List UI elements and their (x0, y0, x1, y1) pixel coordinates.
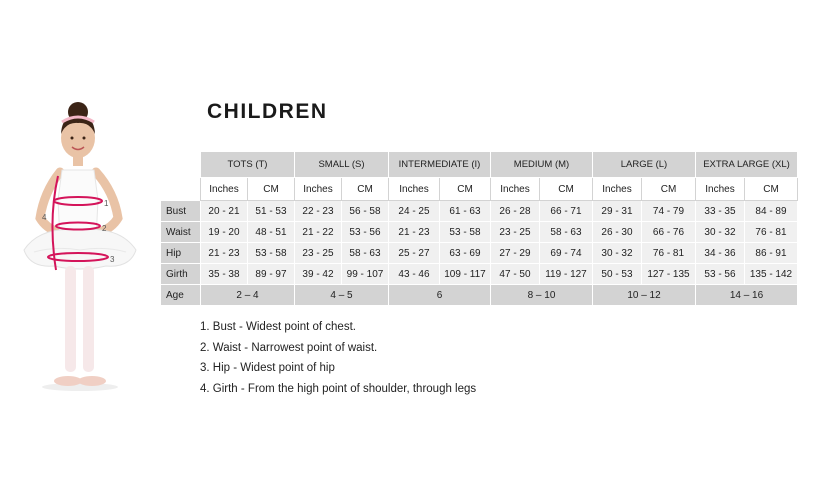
table-cell: 76 - 81 (642, 243, 696, 264)
size-group-header-row (161, 152, 798, 178)
table-cell: 127 - 135 (642, 264, 696, 285)
table-cell: 24 - 25 (389, 201, 440, 222)
table-cell: 43 - 46 (389, 264, 440, 285)
group-tots: TOTS (T) (201, 152, 295, 178)
table-cell: 26 - 28 (491, 201, 540, 222)
unit-inches: Inches (593, 178, 642, 201)
table-cell: 76 - 81 (745, 222, 798, 243)
measurement-notes (200, 317, 476, 399)
group-intermediate: INTERMEDIATE (I) (389, 152, 491, 178)
table-cell: 39 - 42 (295, 264, 342, 285)
table-row-bust (161, 201, 798, 222)
table-cell: 19 - 20 (201, 222, 248, 243)
note-item: 1. Bust - Widest point of chest. (200, 321, 356, 333)
table-cell: 84 - 89 (745, 201, 798, 222)
table-cell: 51 - 53 (248, 201, 295, 222)
table-cell: 47 - 50 (491, 264, 540, 285)
unit-inches: Inches (295, 178, 342, 201)
table-cell: 35 - 38 (201, 264, 248, 285)
unit-blank (161, 178, 201, 201)
table-cell: 21 - 22 (295, 222, 342, 243)
table-cell: 23 - 25 (491, 222, 540, 243)
group-medium: MEDIUM (M) (491, 152, 593, 178)
table-cell: 53 - 58 (248, 243, 295, 264)
row-label: Hip (161, 243, 201, 264)
unit-cm: CM (440, 178, 491, 201)
unit-inches: Inches (491, 178, 540, 201)
table-cell: 99 - 107 (342, 264, 389, 285)
table-cell: 53 - 56 (342, 222, 389, 243)
table-cell: 89 - 97 (248, 264, 295, 285)
group-extra-large: EXTRA LARGE (XL) (696, 152, 798, 178)
age-cell: 10 – 12 (593, 285, 696, 306)
table-cell: 25 - 27 (389, 243, 440, 264)
table-cell: 29 - 31 (593, 201, 642, 222)
table-cell: 20 - 21 (201, 201, 248, 222)
table-cell: 27 - 29 (491, 243, 540, 264)
table-cell: 34 - 36 (696, 243, 745, 264)
table-cell: 69 - 74 (540, 243, 593, 264)
note-item: 4. Girth - From the high point of shoulder, through legs (200, 382, 477, 395)
table-cell: 119 - 127 (540, 264, 593, 285)
age-cell: 8 – 10 (491, 285, 593, 306)
table-cell: 58 - 63 (342, 243, 389, 264)
age-cell: 2 – 4 (201, 285, 295, 306)
unit-cm: CM (642, 178, 696, 201)
row-label: Bust (161, 201, 201, 222)
table-cell: 58 - 63 (540, 222, 593, 243)
table-cell: 53 - 56 (696, 264, 745, 285)
marker-1: 1 (104, 199, 109, 208)
size-chart-table (160, 151, 798, 306)
table-cell: 33 - 35 (696, 201, 745, 222)
unit-inches: Inches (389, 178, 440, 201)
row-label: Age (161, 285, 201, 306)
note-item: 3. Hip - Widest point of hip (200, 362, 335, 374)
page-title: CHILDREN (207, 100, 328, 123)
table-cell: 30 - 32 (696, 222, 745, 243)
table-cell: 30 - 32 (593, 243, 642, 264)
table-cell: 135 - 142 (745, 264, 798, 285)
table-cell: 53 - 58 (440, 222, 491, 243)
unit-header-row (161, 178, 798, 201)
table-cell: 66 - 71 (540, 201, 593, 222)
table-row-waist (161, 222, 798, 243)
unit-cm: CM (342, 178, 389, 201)
child-measurement-illustration (10, 100, 150, 400)
group-large: LARGE (L) (593, 152, 696, 178)
unit-cm: CM (540, 178, 593, 201)
unit-inches: Inches (201, 178, 248, 201)
table-cell: 61 - 63 (440, 201, 491, 222)
table-row-girth (161, 264, 798, 285)
table-row-age (161, 285, 798, 306)
age-cell: 4 – 5 (295, 285, 389, 306)
table-cell: 48 - 51 (248, 222, 295, 243)
table-cell: 63 - 69 (440, 243, 491, 264)
table-cell: 74 - 79 (642, 201, 696, 222)
header-blank (161, 152, 201, 178)
table-cell: 50 - 53 (593, 264, 642, 285)
age-cell: 14 – 16 (696, 285, 798, 306)
unit-cm: CM (248, 178, 295, 201)
table-cell: 26 - 30 (593, 222, 642, 243)
row-label: Girth (161, 264, 201, 285)
unit-inches: Inches (696, 178, 745, 201)
row-label: Waist (161, 222, 201, 243)
table-cell: 22 - 23 (295, 201, 342, 222)
age-cell: 6 (389, 285, 491, 306)
marker-3: 3 (110, 255, 115, 264)
marker-4: 4 (42, 213, 47, 222)
group-small: SMALL (S) (295, 152, 389, 178)
table-cell: 21 - 23 (389, 222, 440, 243)
note-item: 2. Waist - Narrowest point of waist. (200, 341, 378, 354)
table-cell: 66 - 76 (642, 222, 696, 243)
table-cell: 109 - 117 (440, 264, 491, 285)
table-cell: 56 - 58 (342, 201, 389, 222)
table-cell: 23 - 25 (295, 243, 342, 264)
table-cell: 86 - 91 (745, 243, 798, 264)
table-row-hip (161, 243, 798, 264)
marker-2: 2 (102, 224, 107, 233)
unit-cm: CM (745, 178, 798, 201)
table-cell: 21 - 23 (201, 243, 248, 264)
